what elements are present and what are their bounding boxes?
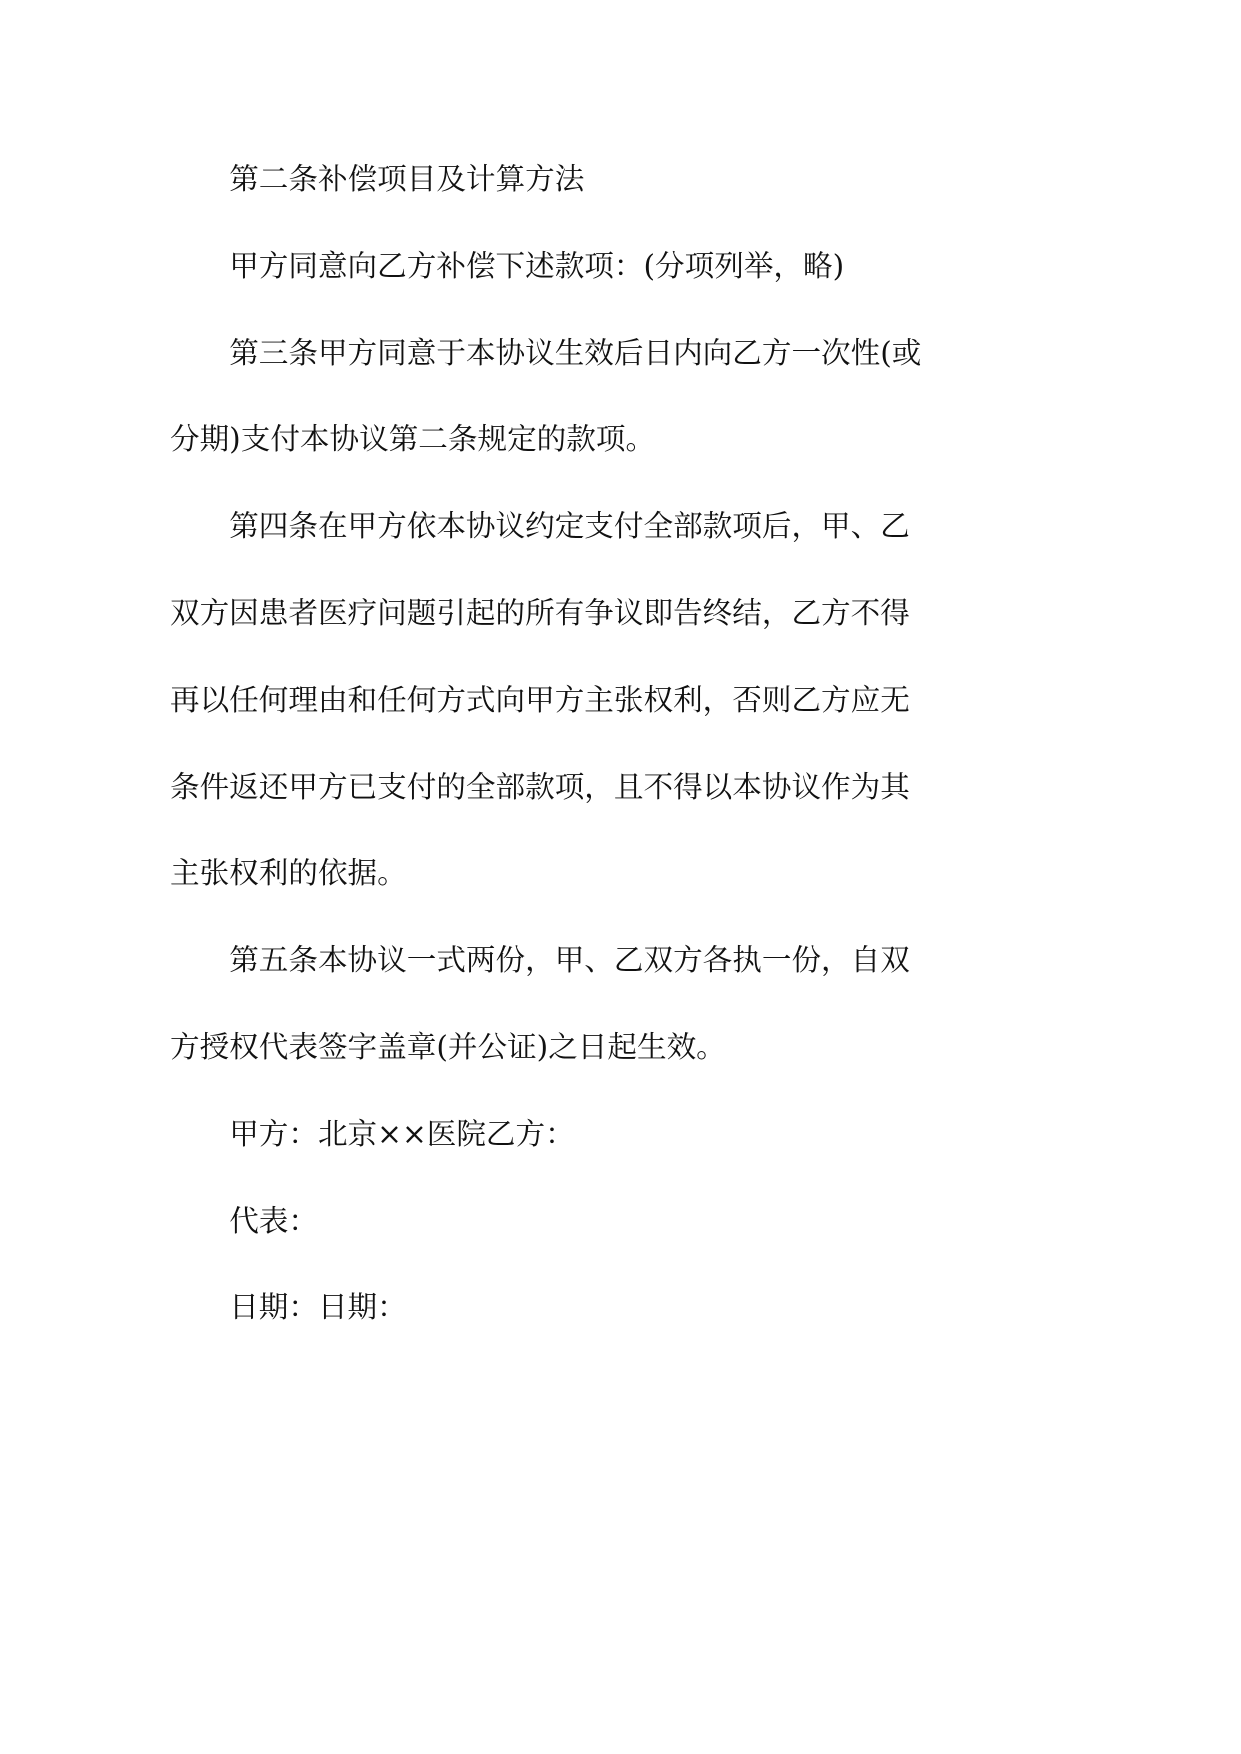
paragraph-line: 分期)支付本协议第二条规定的款项。 (170, 422, 656, 457)
article-5-paragraph (170, 917, 1070, 1091)
paragraph-line: 方授权代表签字盖章(并公证)之日起生效。 (170, 1029, 726, 1064)
paragraph-line: 代表： (229, 1203, 318, 1238)
article-3-paragraph (170, 310, 1070, 484)
compensation-items-paragraph (170, 223, 1070, 310)
date-line (170, 1264, 1070, 1351)
paragraph-line: 主张权利的依据。 (170, 856, 407, 891)
paragraph-line: 第二条补偿项目及计算方法 (229, 162, 585, 196)
paragraph-line: 第五条本协议一式两份，甲、乙双方各执一份，自双 (229, 943, 910, 978)
paragraph-line: 日期：日期： (229, 1290, 407, 1325)
paragraph-line: 条件返还甲方已支付的全部款项，且不得以本协议作为其 (170, 769, 910, 804)
paragraph-line: 双方因患者医疗问题引起的所有争议即告终结，乙方不得 (170, 595, 910, 630)
paragraph-line: 第四条在甲方依本协议约定支付全部款项后，甲、乙 (229, 509, 910, 544)
paragraph-line: 再以任何理由和任何方式向甲方主张权利，否则乙方应无 (170, 682, 910, 717)
article-2-heading (170, 136, 1070, 223)
agreement-body (170, 136, 1070, 1351)
representative-line (170, 1178, 1070, 1265)
article-4-paragraph (170, 483, 1070, 917)
paragraph-line: 第三条甲方同意于本协议生效后日内向乙方一次性(或 (229, 335, 922, 370)
paragraph-line: 甲方同意向乙方补偿下述款项：(分项列举，略) (229, 248, 845, 283)
paragraph-line: 甲方：北京××医院乙方： (229, 1116, 575, 1151)
signatory-parties (170, 1091, 1070, 1178)
